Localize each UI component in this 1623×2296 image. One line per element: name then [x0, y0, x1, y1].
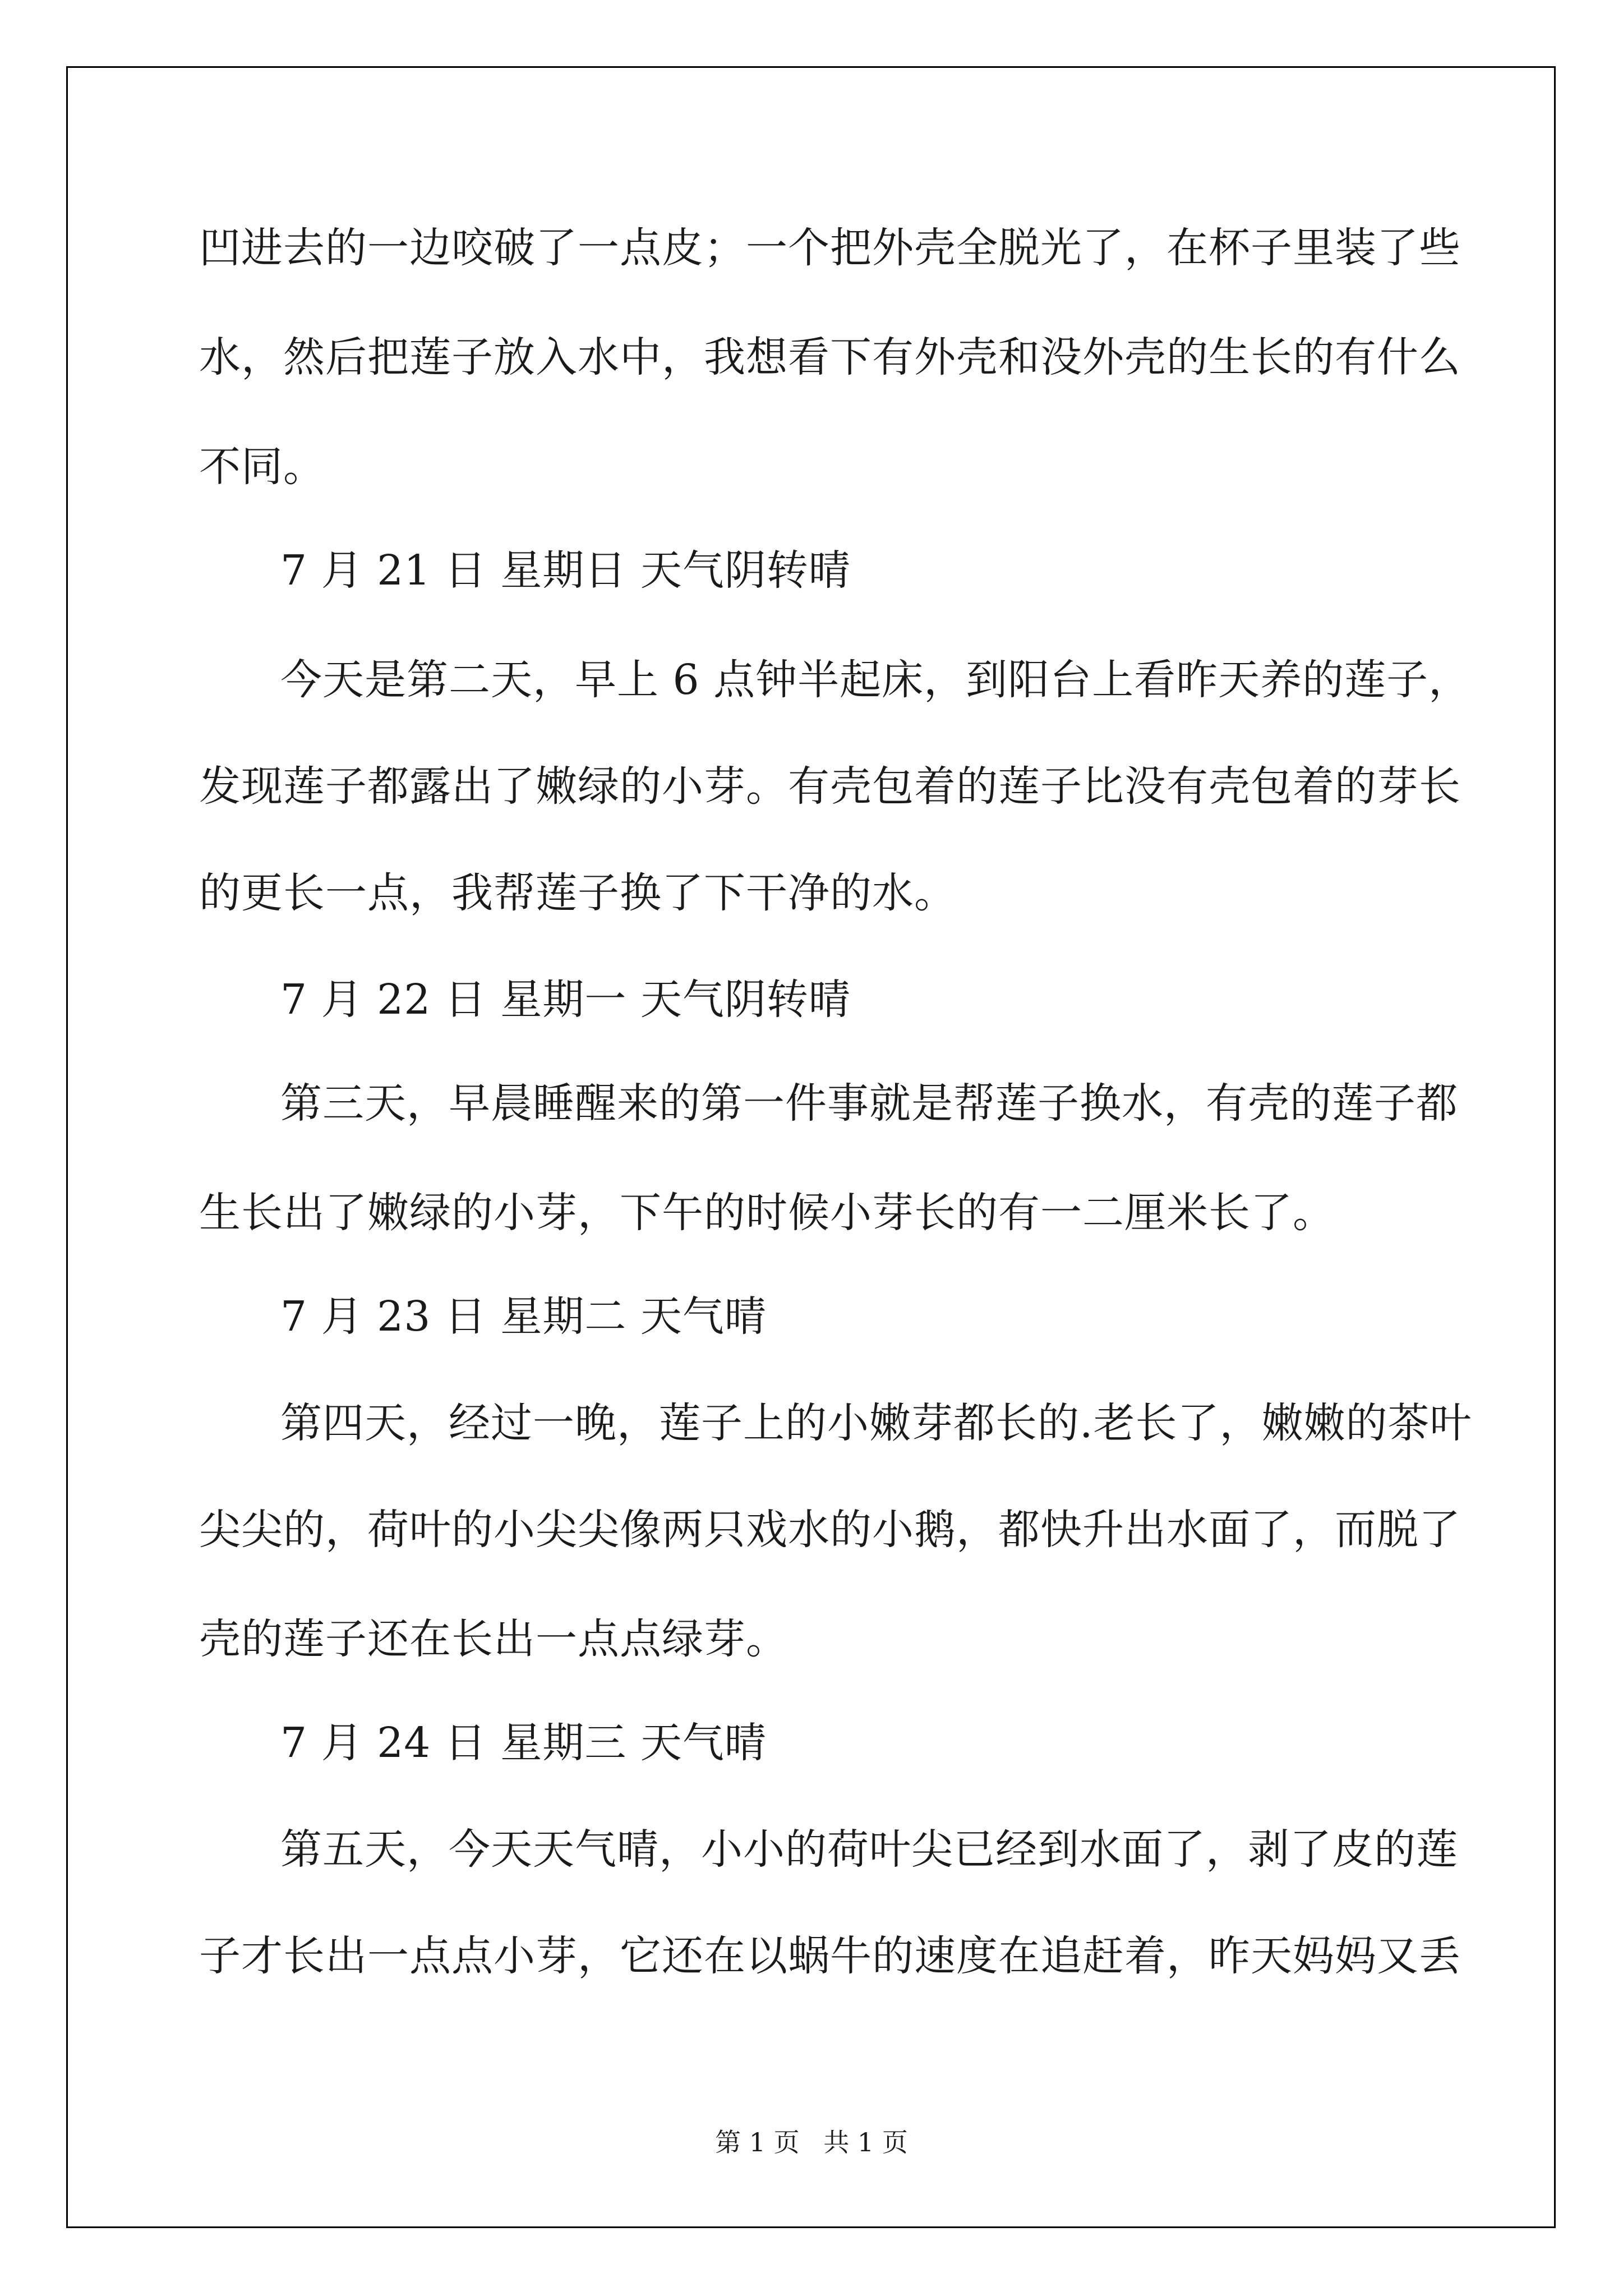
text-line: 凹进去的一边咬破了一点皮；一个把外壳全脱光了，在杯子里装了些: [199, 224, 1461, 272]
text-line: 今天是第二天，早上 6 点钟半起床，到阳台上看昨天养的莲子，: [280, 656, 1471, 704]
page-number: 第 1 页: [715, 2127, 800, 2157]
page-total: 共 1 页: [823, 2127, 908, 2157]
date-heading: 7 月 21 日 星期日 天气阴转晴: [280, 546, 851, 595]
page-footer: [0, 2129, 1623, 2155]
text-line: 发现莲子都露出了嫩绿的小芽。有壳包着的莲子比没有壳包着的芽长: [199, 762, 1461, 811]
text-line: 生长出了嫩绿的小芽，下午的时候小芽长的有一二厘米长了。: [199, 1189, 1335, 1237]
text-line: 第三天，早晨睡醒来的第一件事就是帮莲子换水，有壳的莲子都: [280, 1079, 1458, 1128]
text-line: 尖尖的，荷叶的小尖尖像两只戏水的小鹅，都快升出水面了，而脱了: [199, 1506, 1461, 1554]
text-line: 的更长一点，我帮莲子换了下干净的水。: [199, 869, 956, 917]
text-line: 第五天，今天天气晴，小小的荷叶尖已经到水面了，剥了皮的莲: [280, 1825, 1458, 1874]
text-line: 壳的莲子还在长出一点点绿芽。: [199, 1615, 788, 1663]
date-heading: 7 月 24 日 星期三 天气晴: [280, 1719, 767, 1767]
text-line: 不同。: [199, 443, 325, 491]
date-heading: 7 月 22 日 星期一 天气阴转晴: [280, 976, 851, 1024]
page-border: [66, 66, 1556, 2228]
text-line: 水，然后把莲子放入水中，我想看下有外壳和没外壳的生长的有什么: [199, 333, 1461, 381]
text-line: 第四天，经过一晚，莲子上的小嫩芽都长的.老长了，嫩嫩的茶叶: [280, 1399, 1472, 1447]
text-line: 子才长出一点点小芽，它还在以蜗牛的速度在追赶着，昨天妈妈又丢: [199, 1932, 1461, 1980]
date-heading: 7 月 23 日 星期二 天气晴: [280, 1292, 767, 1341]
